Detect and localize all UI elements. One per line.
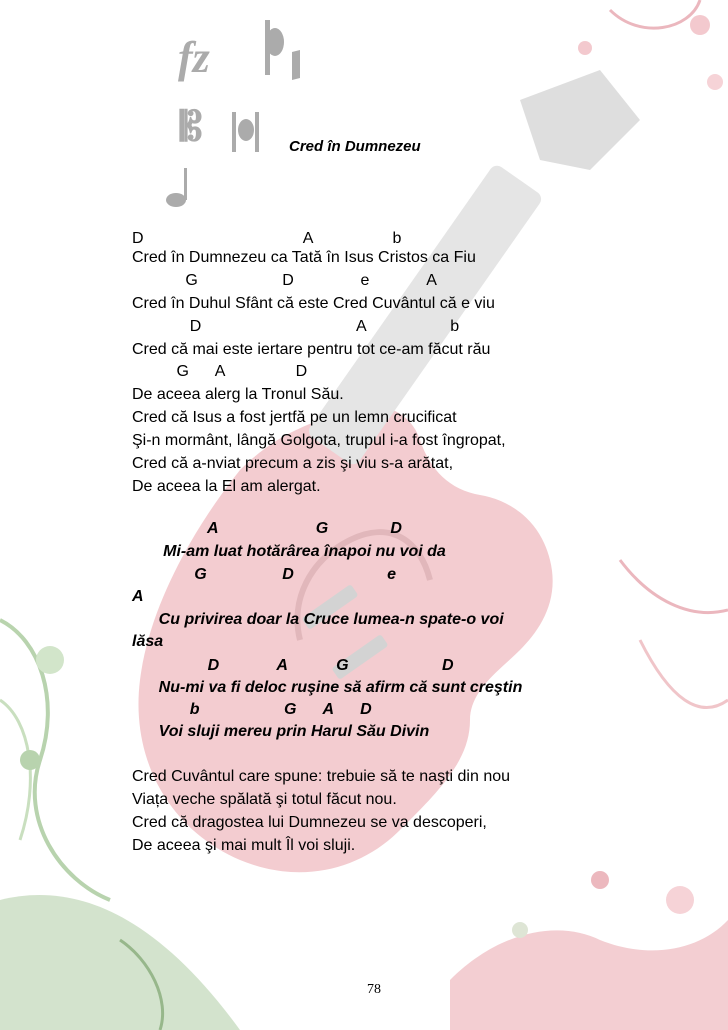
chorus-chord-line: A G D <box>132 520 402 537</box>
lyric-line: Şi-n mormânt, lângă Golgota, trupul i-a fost îngropat, <box>132 432 506 449</box>
lyric-line: Cred că dragostea lui Dumnezeu se va descoperi, <box>132 814 487 831</box>
lyric-line: De aceea la El am alergat. <box>132 478 321 495</box>
chorus-chord-line: D A G D <box>132 657 454 674</box>
chorus-lyric-line: Nu-mi va fi deloc ruşine să afirm că sunt creştin <box>132 679 523 696</box>
lyric-line: De aceea alerg la Tronul Său. <box>132 386 344 403</box>
lyric-line: De aceea şi mai mult Îl voi sluji. <box>132 837 356 854</box>
chorus-lyric-line: lăsa <box>132 633 164 650</box>
chorus-chord-line: b G A D <box>132 701 372 718</box>
lyric-line: Viața veche spălată şi totul făcut nou. <box>132 791 397 808</box>
chord-line: D A b <box>132 318 460 335</box>
lyric-line: Cred că mai este iertare pentru tot ce-am făcut rău <box>132 341 491 358</box>
lyric-line: Cred Cuvântul care spune: trebuie să te naşti din nou <box>132 768 511 785</box>
page-number: 78 <box>367 982 381 997</box>
chorus-chord-line: G D e <box>132 566 397 583</box>
chord-line: G A D <box>132 363 308 380</box>
forte-symbol-icon: fz <box>178 33 210 82</box>
lyric-line: Cred că a-nviat precum a zis şi viu s-a arătat, <box>132 455 454 472</box>
lyric-line: Cred în Dumnezeu ca Tată în Isus Cristos ca Fiu <box>132 249 476 266</box>
chorus-lyric-line: Voi sluji mereu prin Harul Său Divin <box>132 723 430 740</box>
lyric-line: Cred în Duhul Sfânt că este Cred Cuvântul că e viu <box>132 295 495 312</box>
chord-line: D A b <box>132 230 402 247</box>
chorus-lyric-line: Cu privirea doar la Cruce lumea-n spate-o voi <box>132 611 504 628</box>
song-title: Cred în Dumnezeu <box>289 138 421 155</box>
lyric-line: Cred că Isus a fost jertfă pe un lemn crucificat <box>132 409 457 426</box>
chorus-lyric-line: Mi-am luat hotărârea înapoi nu voi da <box>132 543 446 560</box>
svg-text:𝄡: 𝄡 <box>180 104 203 149</box>
chord-line: G D e A <box>132 272 437 289</box>
chorus-lyric-line: A <box>132 588 144 605</box>
